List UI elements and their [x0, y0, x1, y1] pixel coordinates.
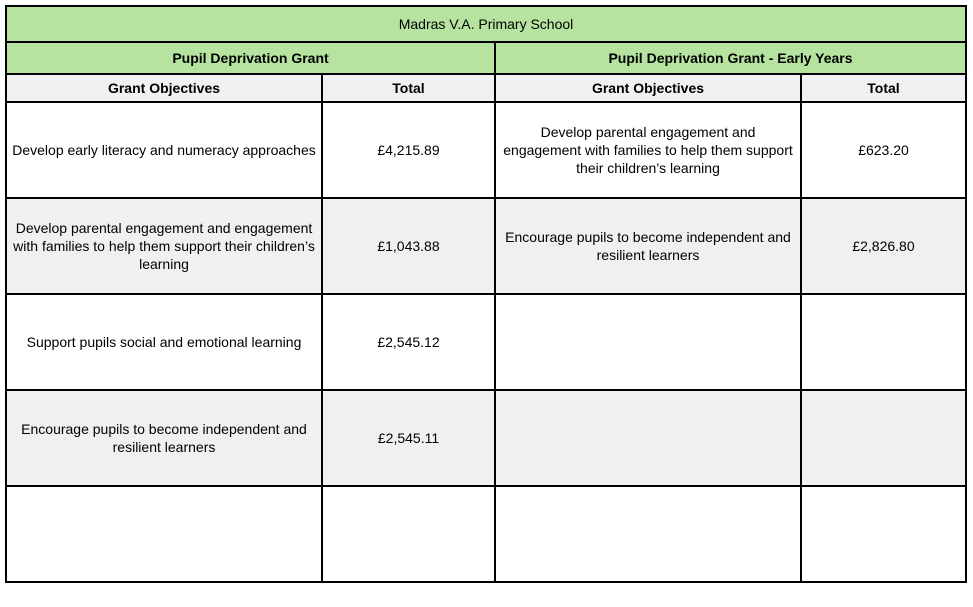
right-objective-cell[interactable]: Encourage pupils to become independent and resilient learners [495, 198, 801, 294]
right-total-header[interactable]: Total [801, 74, 966, 102]
right-total-cell[interactable]: £2,826.80 [801, 198, 966, 294]
left-objectives-header[interactable]: Grant Objectives [6, 74, 322, 102]
grant-table [5, 5, 967, 583]
section-header-row [6, 42, 966, 74]
left-total-cell[interactable] [322, 486, 495, 582]
left-objective-cell[interactable]: Develop early literacy and numeracy approaches [6, 102, 322, 198]
table-row [6, 390, 966, 486]
right-total-cell[interactable] [801, 390, 966, 486]
right-total-cell[interactable]: £623.20 [801, 102, 966, 198]
left-objective-cell[interactable]: Support pupils social and emotional learning [6, 294, 322, 390]
right-objectives-header[interactable]: Grant Objectives [495, 74, 801, 102]
left-objective-cell[interactable]: Encourage pupils to become independent and resilient learners [6, 390, 322, 486]
left-total-cell[interactable]: £2,545.11 [322, 390, 495, 486]
right-objective-cell[interactable] [495, 294, 801, 390]
left-objective-cell[interactable]: Develop parental engagement and engagement with families to help them support their children’s learning [6, 198, 322, 294]
left-total-header[interactable]: Total [322, 74, 495, 102]
table-row [6, 486, 966, 582]
right-total-cell[interactable] [801, 294, 966, 390]
table-row [6, 198, 966, 294]
right-total-cell[interactable] [801, 486, 966, 582]
table-row [6, 294, 966, 390]
left-section-title[interactable]: Pupil Deprivation Grant [6, 42, 495, 74]
table-row [6, 102, 966, 198]
right-objective-cell[interactable]: Develop parental engagement and engagement with families to help them support their children’s learning [495, 102, 801, 198]
right-objective-cell[interactable] [495, 390, 801, 486]
right-objective-cell[interactable] [495, 486, 801, 582]
column-header-row [6, 74, 966, 102]
school-name-cell[interactable]: Madras V.A. Primary School [6, 6, 966, 42]
left-objective-cell[interactable] [6, 486, 322, 582]
left-total-cell[interactable]: £1,043.88 [322, 198, 495, 294]
title-row [6, 6, 966, 42]
right-section-title[interactable]: Pupil Deprivation Grant - Early Years [495, 42, 966, 74]
left-total-cell[interactable]: £4,215.89 [322, 102, 495, 198]
left-total-cell[interactable]: £2,545.12 [322, 294, 495, 390]
